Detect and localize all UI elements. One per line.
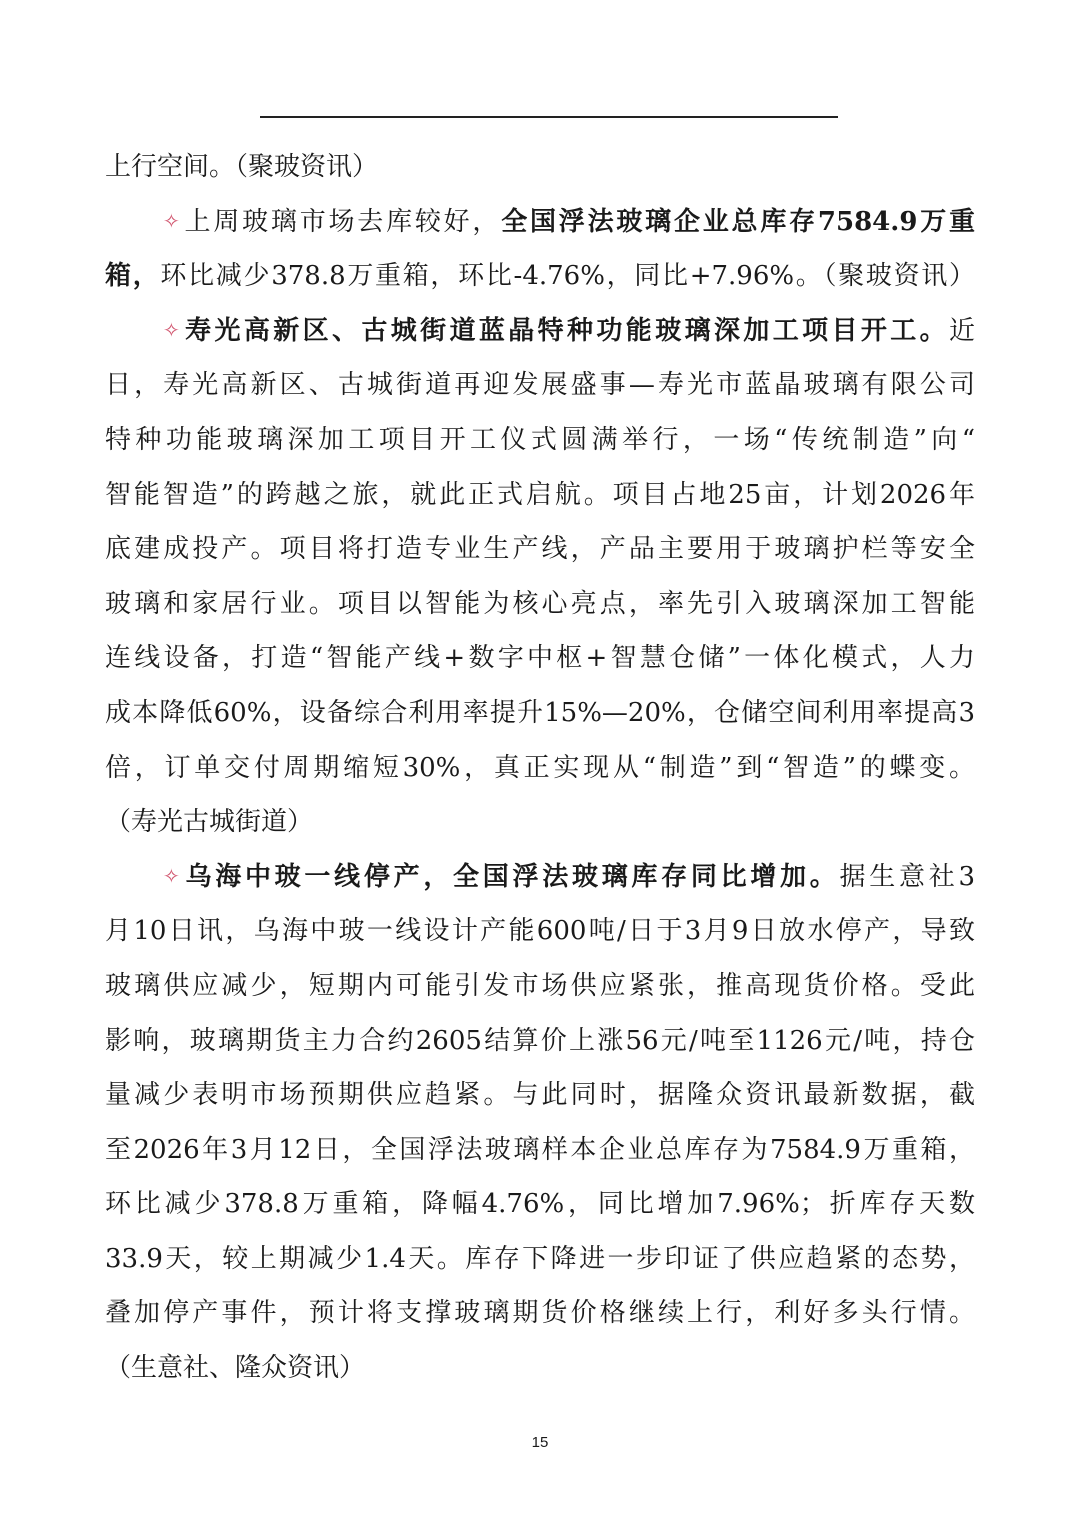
text-line xyxy=(105,1068,975,1123)
four-point-star-icon: ✧ xyxy=(163,208,180,233)
text-line xyxy=(105,304,975,359)
text-line xyxy=(105,413,975,468)
bold-text: 乌海中玻一线停产，全国浮法玻璃库存同比增加。 xyxy=(181,861,840,892)
bold-text: 箱， xyxy=(105,261,161,292)
text: 上周玻璃市场去库较好， xyxy=(181,206,502,237)
text: 连线设备，打造“智能产线+数字中枢+智慧仓储”一体化模式，人力 xyxy=(105,643,975,674)
text-line xyxy=(105,1177,975,1232)
text: （寿光古城街道） xyxy=(105,807,314,838)
document-body xyxy=(105,140,975,1396)
text-line xyxy=(105,1341,975,1396)
text: 至2026年3月12日，全国浮法玻璃样本企业总库存为7584.9万重箱， xyxy=(105,1134,975,1165)
text-line xyxy=(105,1286,975,1341)
text: 月10日讯，乌海中玻一线设计产能600吨/日于3月9日放水停产，导致 xyxy=(105,916,975,947)
four-point-star-icon: ✧ xyxy=(163,863,180,888)
text: 成本降低60%，设备综合利用率提升15%—20%，仓储空间利用率提高3 xyxy=(105,697,975,728)
text: 特种功能玻璃深加工项目开工仪式圆满举行，一场“传统制造”向“ xyxy=(105,424,975,455)
text: 玻璃供应减少，短期内可能引发市场供应紧张，推高现货价格。受此 xyxy=(105,970,975,1001)
text-line xyxy=(105,358,975,413)
text-line xyxy=(105,795,975,850)
paragraph xyxy=(105,195,975,304)
text-line xyxy=(105,741,975,796)
text: 玻璃和家居行业。项目以智能为核心亮点，率先引入玻璃深加工智能 xyxy=(105,588,975,619)
text: 日，寿光高新区、古城街道再迎发展盛事—寿光市蓝晶玻璃有限公司 xyxy=(105,370,975,401)
paragraph xyxy=(105,304,975,850)
text-line xyxy=(105,1232,975,1287)
text-line xyxy=(105,1014,975,1069)
text-line xyxy=(105,959,975,1014)
text: （生意社、隆众资讯） xyxy=(105,1353,366,1384)
text-line xyxy=(105,140,975,195)
text-line xyxy=(105,686,975,741)
text: 量减少表明市场预期供应趋紧。与此同时，据隆众资讯最新数据，截 xyxy=(105,1080,975,1111)
text: 叠加停产事件，预计将支撑玻璃期货价格继续上行，利好多头行情。 xyxy=(105,1298,975,1329)
page-number: 15 xyxy=(531,1434,549,1451)
text: 近 xyxy=(948,315,975,346)
text: 环比减少378.8万重箱，降幅4.76%，同比增加7.96%；折库存天数 xyxy=(105,1189,975,1220)
text-line xyxy=(105,468,975,523)
text: 倍，订单交付周期缩短30%，真正实现从“制造”到“智造”的蝶变。 xyxy=(105,752,975,783)
four-point-star-icon: ✧ xyxy=(163,317,180,342)
text-line xyxy=(105,850,975,905)
text-line xyxy=(105,577,975,632)
text: 智能智造”的跨越之旅，就此正式启航。项目占地25亩，计划2026年 xyxy=(105,479,975,510)
text: 底建成投产。项目将打造专业生产线，产品主要用于玻璃护栏等安全 xyxy=(105,534,975,565)
text-line xyxy=(105,522,975,577)
bold-text: 寿光高新区、古城街道蓝晶特种功能玻璃深加工项目开工。 xyxy=(181,315,949,346)
text-line xyxy=(105,904,975,959)
text-line xyxy=(105,1123,975,1178)
bold-text: 全国浮法玻璃企业总库存7584.9万重 xyxy=(501,206,975,237)
text: 33.9天，较上期减少1.4天。库存下降进一步印证了供应趋紧的态势， xyxy=(105,1243,975,1274)
header-rule xyxy=(260,116,838,118)
paragraph xyxy=(105,850,975,1396)
text-line xyxy=(105,631,975,686)
text: 据生意社3 xyxy=(839,861,975,892)
text-line xyxy=(105,249,975,304)
paragraph xyxy=(105,140,975,195)
text: 影响，玻璃期货主力合约2605结算价上涨56元/吨至1126元/吨，持仓 xyxy=(105,1025,975,1056)
text-line xyxy=(105,195,975,250)
text: 环比减少378.8万重箱，环比-4.76%，同比+7.96%。（聚玻资讯） xyxy=(160,261,975,292)
text: 上行空间。（聚玻资讯） xyxy=(105,152,379,182)
